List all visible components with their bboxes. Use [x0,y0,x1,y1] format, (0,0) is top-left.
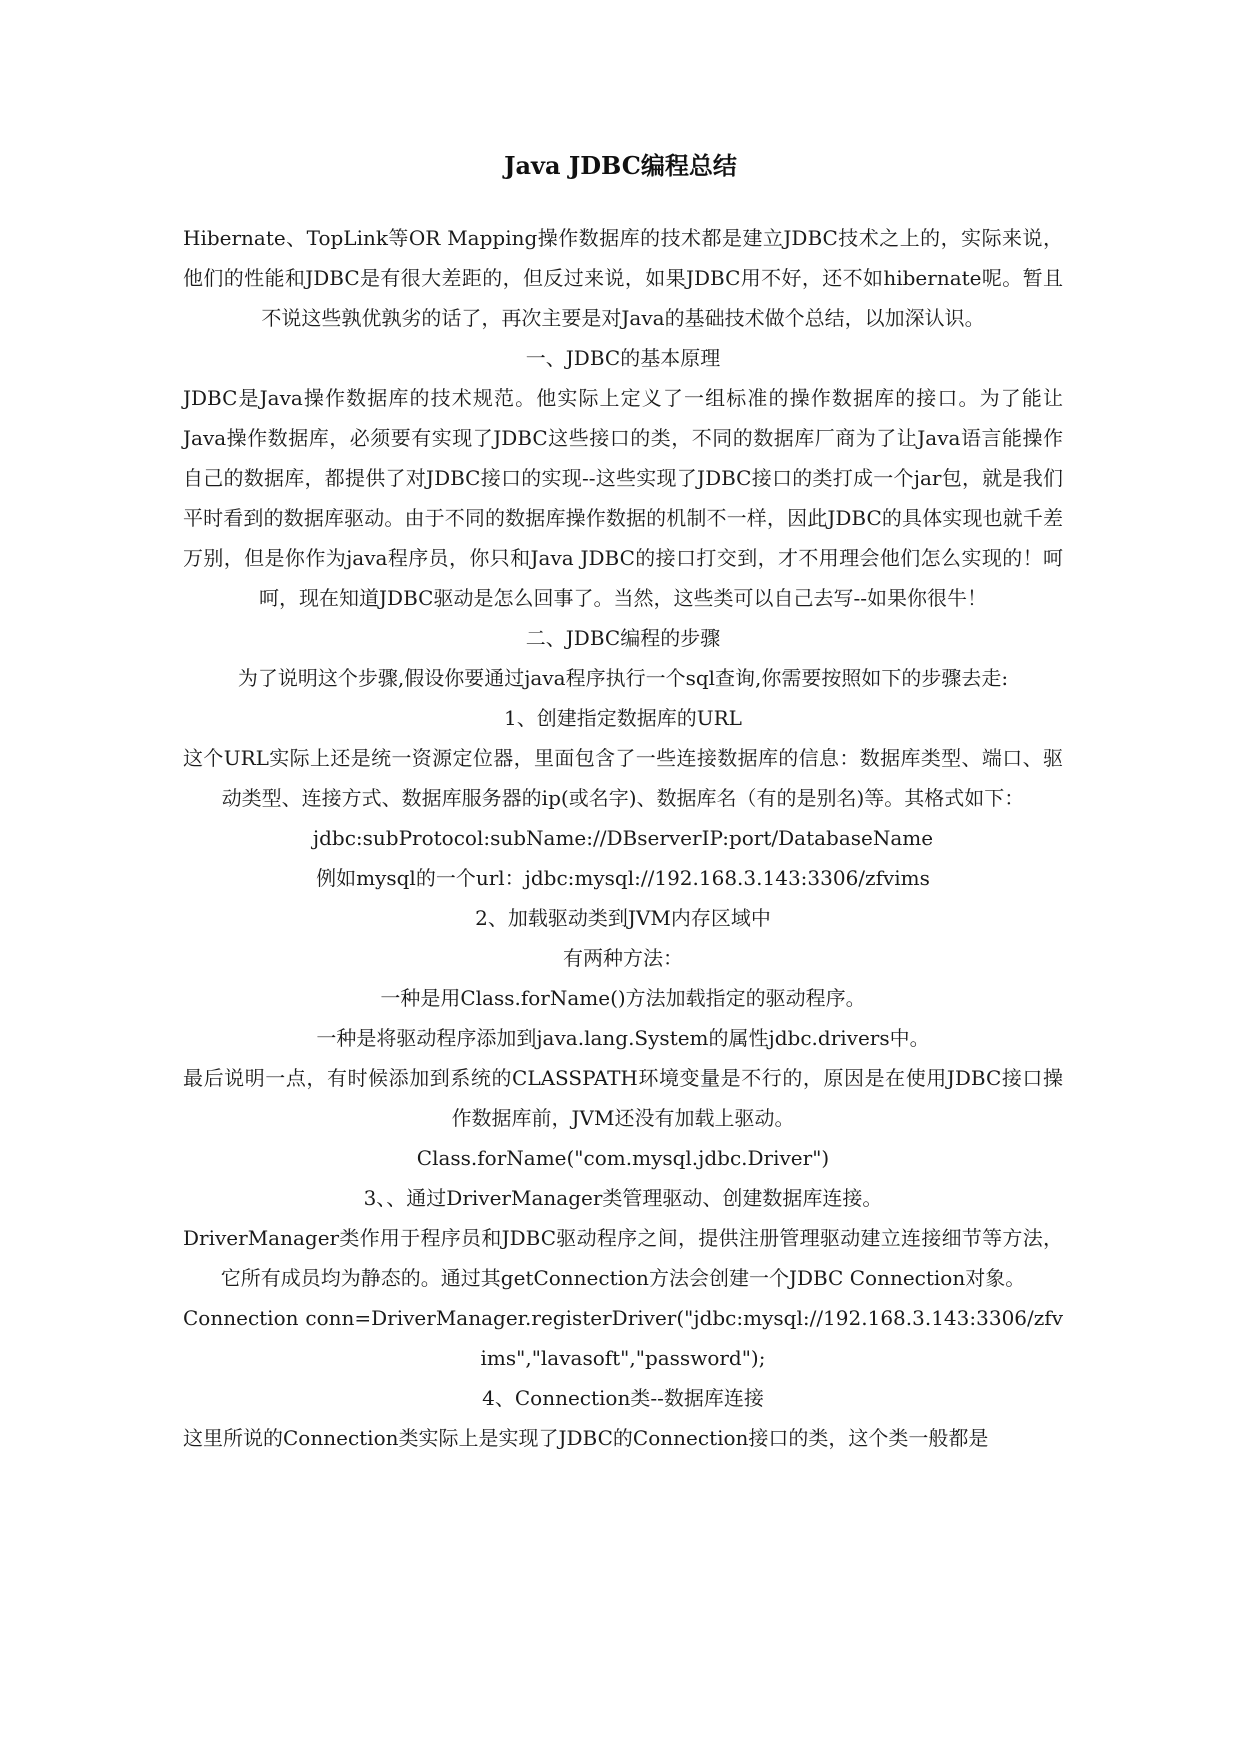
paragraph-classpath-note: 最后说明一点，有时候添加到系统的CLASSPATH环境变量是不行的，原因是在使用JDBC接口操作数据库前，JVM还没有加载上驱动。 [183,1066,1063,1130]
paragraph-connection: 这里所说的Connection类实际上是实现了JDBC的Connection接口的类，这个类一般都是 [183,1426,989,1450]
paragraph-method-one: 一种是用Class.forName()方法加载指定的驱动程序。 [380,986,866,1010]
url-format: jdbc:subProtocol:subName://DBserverIP:port/DatabaseName [312,826,934,850]
section-heading-principle: 一、JDBC的基本原理 [525,346,721,370]
paragraph-url: 这个URL实际上还是统一资源定位器，里面包含了一些连接数据库的信息：数据库类型、端口、驱动类型、连接方式、数据库服务器的ip(或名字)、数据库名（有的是别名)等。其格式如下： [183,746,1063,810]
step-heading-url: 1、创建指定数据库的URL [504,706,742,730]
paragraph-driver-manager: DriverManager类作用于程序员和JDBC驱动程序之间，提供注册管理驱动建立连接细节等方法，它所有成员均为静态的。通过其getConnection方法会创建一个JDBC Connection对象。 [183,1226,1063,1290]
code-class-forname: Class.forName("com.mysql.jdbc.Driver") [416,1146,830,1170]
paragraph-intro: Hibernate、TopLink等OR Mapping操作数据库的技术都是建立JDBC技术之上的，实际来说，他们的性能和JDBC是有很大差距的，但反过来说，如果JDBC用不好，还不如hibernate呢。暂且不说这些孰优孰劣的话了，再次主要是对Java的基础技术做个总结，以加深认识。 [183,226,1063,330]
document-title: Java JDBC编程总结 [504,151,737,180]
step-heading-driver-manager: 3、、通过DriverManager类管理驱动、创建数据库连接。 [363,1186,883,1210]
code-get-connection: Connection conn=DriverManager.registerDriver("jdbc:mysql://192.168.3.143:3306/zfvims","lavasoft","password"); [183,1306,1063,1370]
document-body [183,218,1063,1458]
step-heading-load-driver: 2、加载驱动类到JVM内存区域中 [475,906,771,930]
paragraph-method-two: 一种是将驱动程序添加到java.lang.System的属性jdbc.drivers中。 [316,1026,930,1050]
url-example: 例如mysql的一个url：jdbc:mysql://192.168.3.143:3306/zfvims [316,866,930,890]
section-heading-steps: 二、JDBC编程的步骤 [525,626,721,650]
step-heading-connection: 4、Connection类--数据库连接 [482,1386,764,1410]
paragraph-steps-intro: 为了说明这个步骤,假设你要通过java程序执行一个sql查询,你需要按照如下的步骤去走: [237,666,1009,690]
paragraph-principle: JDBC是Java操作数据库的技术规范。他实际上定义了一组标准的操作数据库的接口。为了能让Java操作数据库，必须要有实现了JDBC这些接口的类，不同的数据库厂商为了让Java语言能操作自己的数据库，都提供了对JDBC接口的实现--这些实现了JDBC接口的类打成一个jar包，就是我们平时看到的数据库驱动。由于不同的数据库操作数据的机制不一样，因此JDBC的具体实现也就千差万别，但是你作为java程序员，你只和Java JDBC的接口打交到，才不用理会他们怎么实现的！呵呵，现在知道JDBC驱动是怎么回事了。当然，这些类可以自己去写--如果你很牛！ [183,386,1063,610]
paragraph-two-methods: 有两种方法： [563,946,683,970]
